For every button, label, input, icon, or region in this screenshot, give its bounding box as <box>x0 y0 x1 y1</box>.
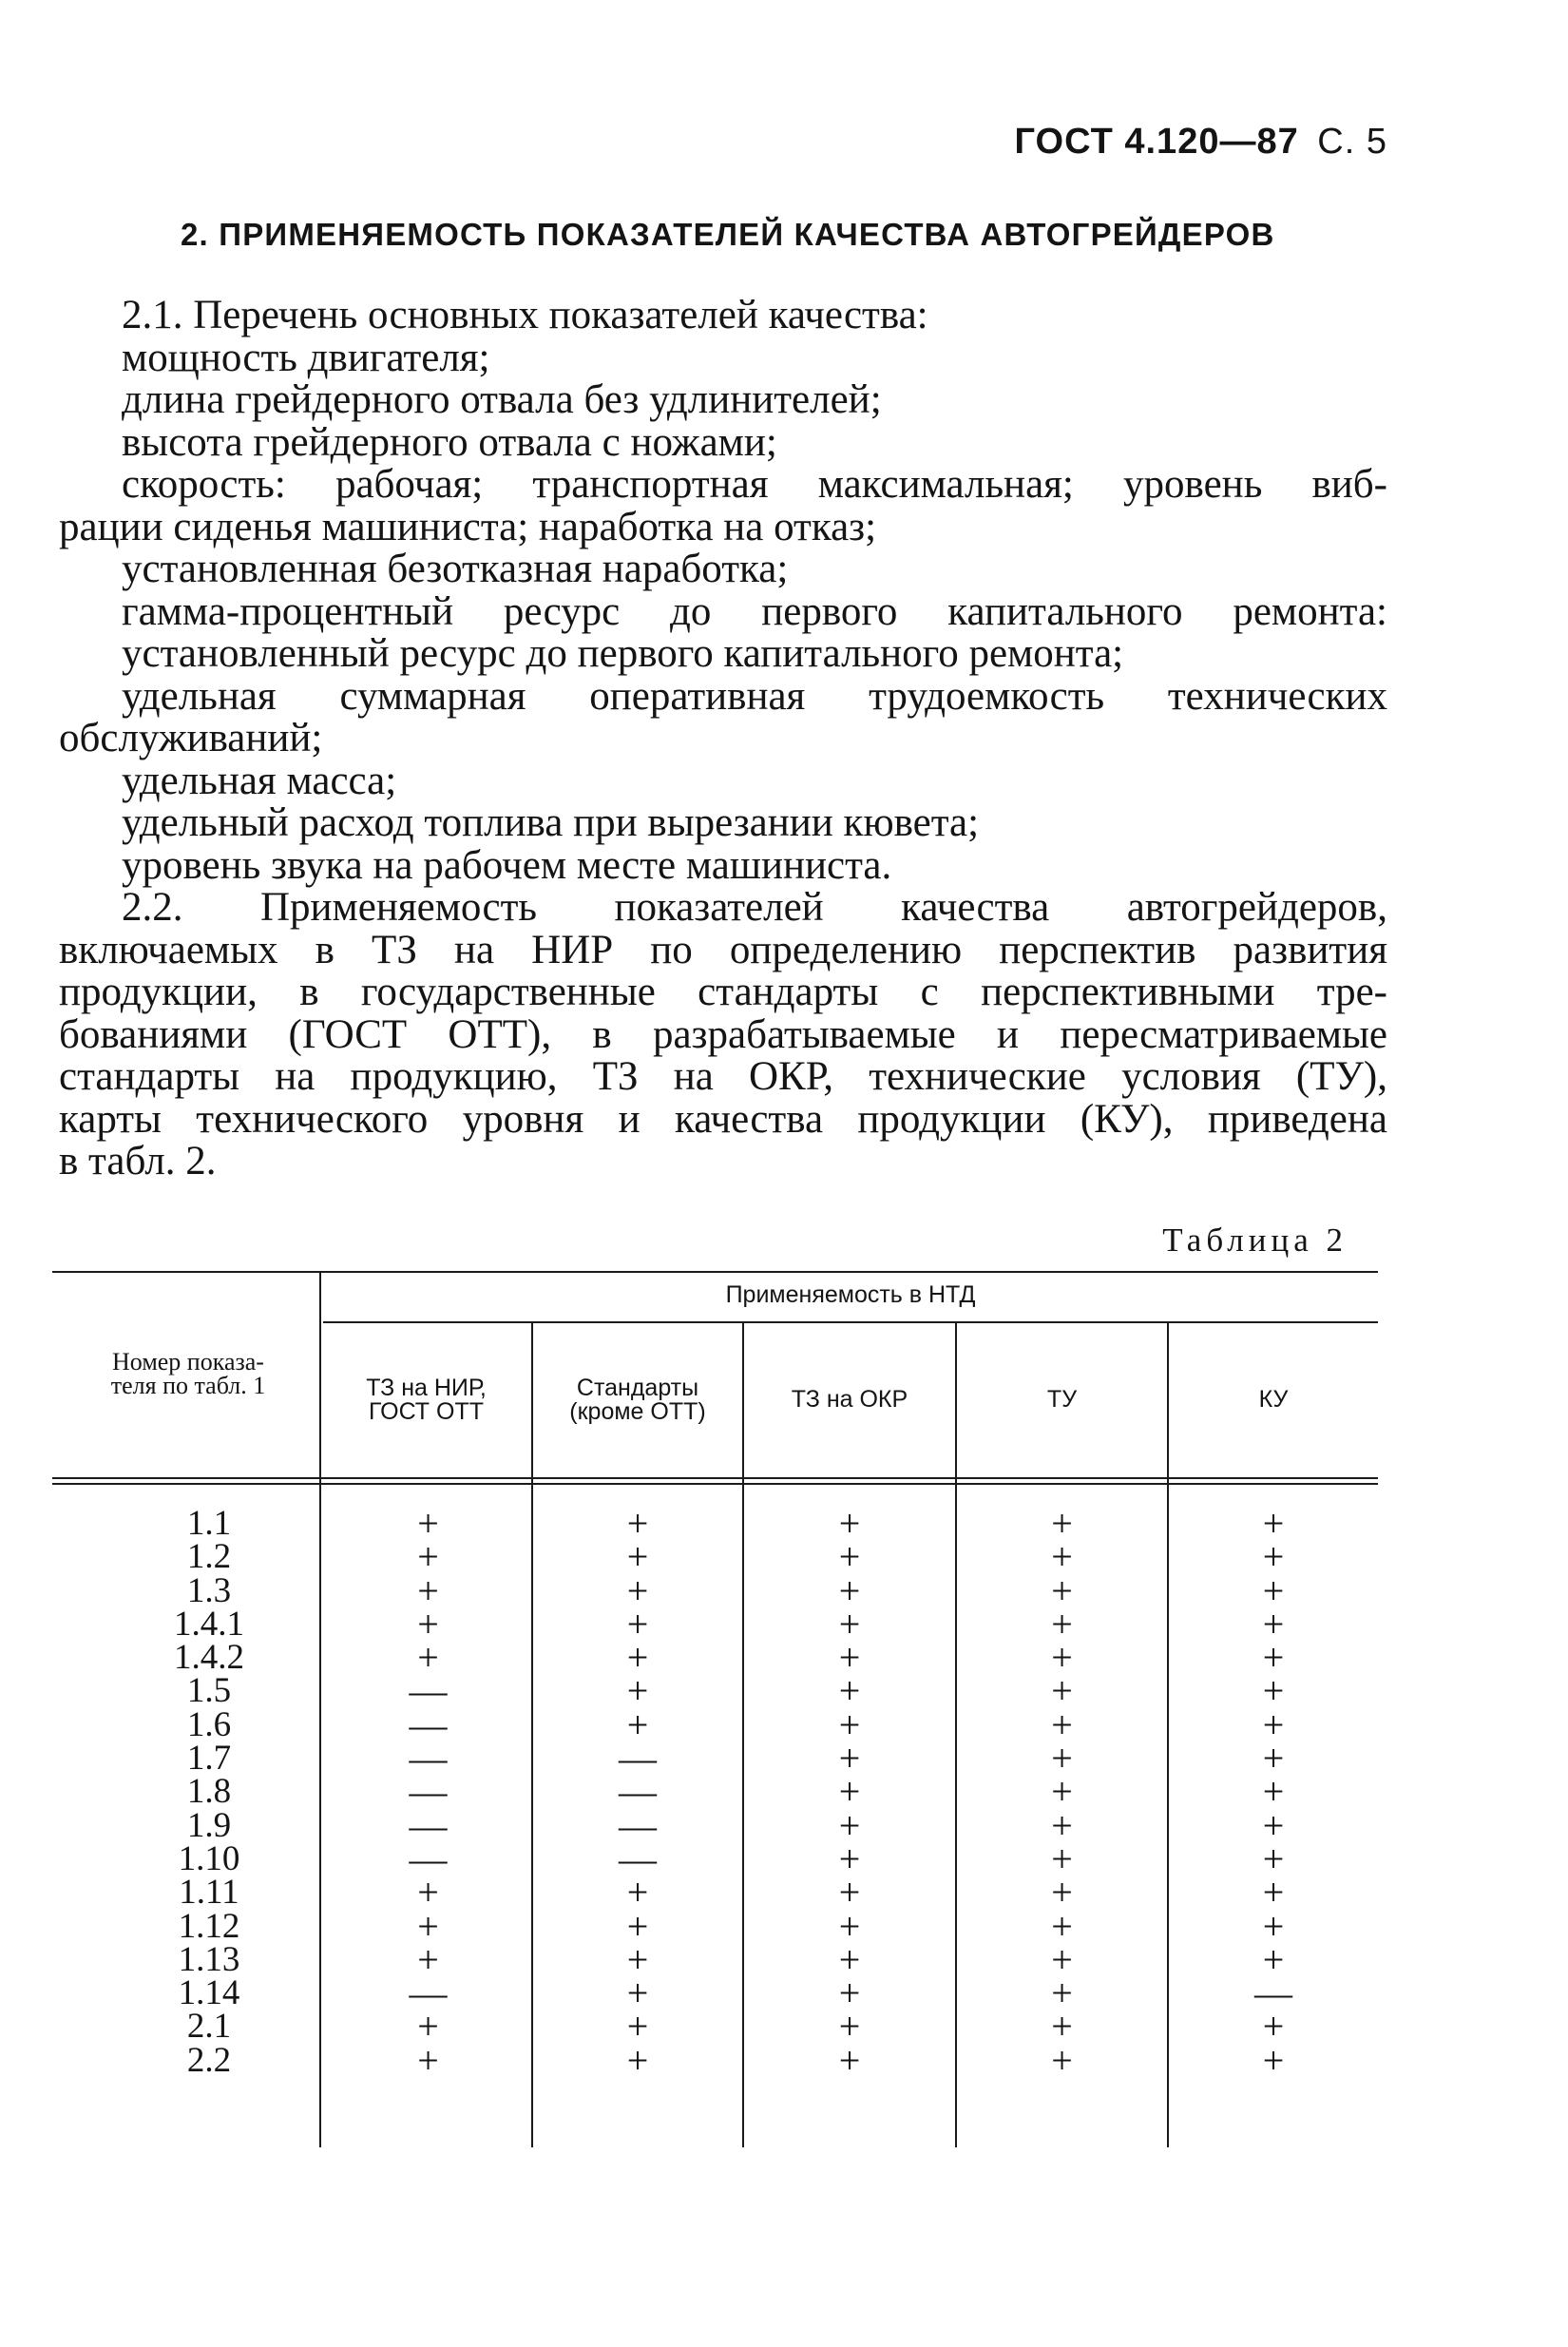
table-row <box>0 1837 1568 1880</box>
mark-ku: + <box>1262 1703 1285 1746</box>
header-line: ГОСТ ОТТ <box>368 1398 484 1425</box>
list-line: удельная масса; <box>122 758 397 803</box>
mark-standards: + <box>626 1904 649 1948</box>
mark-tu: + <box>1051 1837 1073 1880</box>
mark-tz-okr: + <box>838 1871 861 1914</box>
header-group-applicability: Применяемость в НТД <box>725 1281 976 1308</box>
list-line: рации сиденья машиниста; наработка на отказ; <box>59 504 877 549</box>
mark-ku: + <box>1262 1803 1285 1847</box>
indicator-number: 1.9 <box>186 1805 232 1845</box>
header-tz-nir-gost-ott <box>321 1376 531 1424</box>
mark-tz-okr: + <box>838 1535 861 1579</box>
table-row <box>0 1937 1568 1981</box>
mark-tz-nir: + <box>417 1636 439 1680</box>
mark-standards: + <box>626 1972 649 2015</box>
mark-tu: + <box>1051 1703 1073 1746</box>
table-row <box>0 1636 1568 1680</box>
table-row <box>0 1803 1568 1847</box>
mark-ku: + <box>1262 1837 1285 1880</box>
table-row <box>0 1502 1568 1545</box>
paragraph-2-2-line: включаемых в ТЗ на НИР по определению перспектив развития <box>59 927 1387 972</box>
indicator-number: 1.5 <box>186 1671 232 1711</box>
table-caption: Таблица 2 <box>1162 1222 1348 1259</box>
paragraph-2-2-line: 2.2. Применяемость показателей качества автогрейдеров, <box>122 885 1387 930</box>
header-indicator-number <box>57 1350 319 1397</box>
indicator-number: 1.11 <box>179 1873 239 1913</box>
mark-tu: + <box>1051 1669 1073 1713</box>
paragraph-2-2-line: продукции, в государственные стандарты с перспективными тре- <box>59 970 1387 1014</box>
table-row <box>0 1535 1568 1579</box>
mark-tu: + <box>1051 1871 1073 1914</box>
mark-standards: + <box>626 2005 649 2049</box>
list-line: удельная суммарная оперативная трудоемкость технических <box>122 673 1387 719</box>
indicator-number: 1.6 <box>186 1704 232 1744</box>
mark-ku: + <box>1262 1669 1285 1713</box>
indicator-number: 2.2 <box>186 2040 232 2080</box>
mark-standards: — <box>619 1770 657 1814</box>
mark-tu: + <box>1051 1803 1073 1847</box>
mark-tu: + <box>1051 1602 1073 1645</box>
mark-ku: + <box>1262 1636 1285 1680</box>
header-line: теля по табл. 1 <box>110 1372 266 1399</box>
list-line: удельный расход топлива при вырезании кювета; <box>122 800 980 845</box>
mark-standards: — <box>619 1803 657 1847</box>
mark-ku: + <box>1262 1737 1285 1780</box>
mark-tz-okr: + <box>838 1937 861 1981</box>
table-row <box>0 1972 1568 2015</box>
mark-tz-okr: + <box>838 2038 861 2082</box>
list-line: установленный ресурс до первого капитального ремонта; <box>122 631 1124 676</box>
mark-ku: + <box>1262 1770 1285 1814</box>
mark-tu: + <box>1051 1972 1073 2015</box>
mark-ku: + <box>1262 2005 1285 2049</box>
mark-ku: + <box>1262 1937 1285 1981</box>
header-line: (кроме ОТТ) <box>569 1398 706 1425</box>
header-bottom-rule <box>52 1477 1378 1479</box>
mark-tz-okr: + <box>838 1602 861 1645</box>
mark-standards: + <box>626 1502 649 1545</box>
mark-tz-nir: — <box>409 1703 448 1746</box>
mark-tu: + <box>1051 1568 1073 1612</box>
section-title: 2. ПРИМЕНЯЕМОСТЬ ПОКАЗАТЕЛЕЙ КАЧЕСТВА АВТОГРЕЙДЕРОВ <box>181 217 1275 252</box>
mark-tz-okr: + <box>838 1972 861 2015</box>
table-row <box>0 2005 1568 2049</box>
table-row <box>0 1602 1568 1645</box>
mark-tz-okr: + <box>838 1803 861 1847</box>
page-number: С. 5 <box>1317 122 1387 162</box>
mark-tz-okr: + <box>838 1568 861 1612</box>
paragraph-2-2-line: стандарты на продукцию, ТЗ на ОКР, технические условия (ТУ), <box>59 1054 1387 1099</box>
mark-tz-nir: — <box>409 1837 448 1880</box>
mark-tu: + <box>1051 2005 1073 2049</box>
table-top-rule <box>52 1271 1378 1273</box>
mark-tz-okr: + <box>838 1636 861 1680</box>
mark-tz-okr: + <box>838 1669 861 1713</box>
mark-tz-nir: — <box>409 1972 448 2015</box>
mark-standards: + <box>626 1602 649 1645</box>
mark-tz-nir: + <box>417 1535 439 1579</box>
mark-tz-nir: + <box>417 1871 439 1914</box>
header-standards <box>533 1376 742 1424</box>
mark-tz-nir: + <box>417 1904 439 1948</box>
mark-tz-nir: + <box>417 1602 439 1645</box>
header-line: Стандарты <box>576 1375 699 1401</box>
mark-tz-nir: — <box>409 1737 448 1780</box>
indicator-number: 1.10 <box>178 1838 240 1878</box>
mark-tu: + <box>1051 1904 1073 1948</box>
table-row <box>0 1737 1568 1780</box>
list-line: уровень звука на рабочем месте машиниста. <box>122 842 892 888</box>
mark-tz-nir: + <box>417 2038 439 2082</box>
list-line: установленная безотказная наработка; <box>122 547 789 591</box>
mark-tz-okr: + <box>838 2005 861 2049</box>
mark-ku: + <box>1262 2038 1285 2082</box>
mark-ku: + <box>1262 1502 1285 1545</box>
list-line: скорость: рабочая; транспортная максимальная; уровень виб- <box>122 462 1387 507</box>
indicator-number: 1.8 <box>186 1772 232 1812</box>
mark-tz-nir: + <box>417 2005 439 2049</box>
mark-tz-okr: + <box>838 1502 861 1545</box>
header-ku: КУ <box>1258 1386 1289 1413</box>
header-line: ТЗ на НИР, <box>366 1375 487 1401</box>
list-line: высота грейдерного отвала с ножами; <box>122 419 777 465</box>
table-row <box>0 1703 1568 1746</box>
mark-tz-okr: + <box>838 1904 861 1948</box>
table-row <box>0 1568 1568 1612</box>
mark-tz-nir: — <box>409 1803 448 1847</box>
mark-tu: + <box>1051 1535 1073 1579</box>
mark-tz-nir: — <box>409 1770 448 1814</box>
list-line: гамма-процентный ресурс до первого капитального ремонта: <box>122 588 1387 634</box>
list-line: обслуживаний; <box>59 716 323 760</box>
mark-ku: + <box>1262 1871 1285 1914</box>
indicator-number: 1.3 <box>186 1570 232 1610</box>
indicator-number: 2.1 <box>186 2007 232 2047</box>
paragraph-2-2-line: в табл. 2. <box>59 1139 217 1183</box>
mark-tz-nir: + <box>417 1568 439 1612</box>
mark-tu: + <box>1051 1770 1073 1814</box>
paragraph-2-2-line: бованиями (ГОСТ ОТТ), в разрабатываемые и пересматриваемые <box>59 1011 1387 1057</box>
mark-tz-nir: — <box>409 1669 448 1713</box>
mark-tz-okr: + <box>838 1770 861 1814</box>
mark-tu: + <box>1051 1737 1073 1780</box>
mark-tz-nir: + <box>417 1937 439 1981</box>
table-row <box>0 1669 1568 1713</box>
table-row <box>0 1904 1568 1948</box>
paragraph-2-1: 2.1. Перечень основных показателей качества: <box>122 293 928 337</box>
paragraph-2-2-line: карты технического уровня и качества продукции (КУ), приведена <box>59 1096 1387 1142</box>
mark-tz-okr: + <box>838 1737 861 1780</box>
mark-standards: + <box>626 1871 649 1914</box>
mark-ku: + <box>1262 1535 1285 1579</box>
mark-standards: + <box>626 2038 649 2082</box>
mark-tz-nir: + <box>417 1502 439 1545</box>
mark-tu: + <box>1051 1937 1073 1981</box>
indicator-number: 1.2 <box>186 1537 232 1577</box>
indicator-number: 1.4.1 <box>174 1604 244 1644</box>
mark-tz-okr: + <box>838 1837 861 1880</box>
table-row <box>0 1871 1568 1914</box>
mark-standards: + <box>626 1636 649 1680</box>
mark-ku: — <box>1254 1972 1292 2015</box>
indicator-number: 1.7 <box>186 1739 232 1779</box>
mark-standards: + <box>626 1937 649 1981</box>
mark-tz-okr: + <box>838 1703 861 1746</box>
table-row <box>0 1770 1568 1814</box>
indicator-number: 1.14 <box>178 1973 240 2013</box>
indicator-number: 1.1 <box>186 1504 232 1543</box>
group-header-rule <box>323 1321 1378 1323</box>
mark-standards: + <box>626 1568 649 1612</box>
indicator-number: 1.4.2 <box>174 1638 244 1678</box>
mark-tu: + <box>1051 2038 1073 2082</box>
header-tz-okr: ТЗ на ОКР <box>791 1386 908 1413</box>
indicator-number: 1.12 <box>178 1906 240 1946</box>
list-line: длина грейдерного отвала без удлинителей; <box>122 377 882 422</box>
mark-ku: + <box>1262 1568 1285 1612</box>
header-bottom-rule-2 <box>52 1483 1378 1485</box>
list-line: мощность двигателя; <box>122 335 490 380</box>
mark-standards: + <box>626 1703 649 1746</box>
mark-standards: + <box>626 1669 649 1713</box>
mark-tu: + <box>1051 1636 1073 1680</box>
mark-tu: + <box>1051 1502 1073 1545</box>
mark-standards: — <box>619 1737 657 1780</box>
mark-standards: — <box>619 1837 657 1880</box>
header-tu: ТУ <box>1046 1386 1078 1413</box>
table-row <box>0 2038 1568 2082</box>
mark-standards: + <box>626 1535 649 1579</box>
mark-ku: + <box>1262 1602 1285 1645</box>
table-body <box>0 1502 1568 2082</box>
standard-number: ГОСТ 4.120—87 <box>1014 122 1299 162</box>
mark-ku: + <box>1262 1904 1285 1948</box>
header-line: Номер показа- <box>112 1348 264 1375</box>
indicator-number: 1.13 <box>178 1939 240 1979</box>
